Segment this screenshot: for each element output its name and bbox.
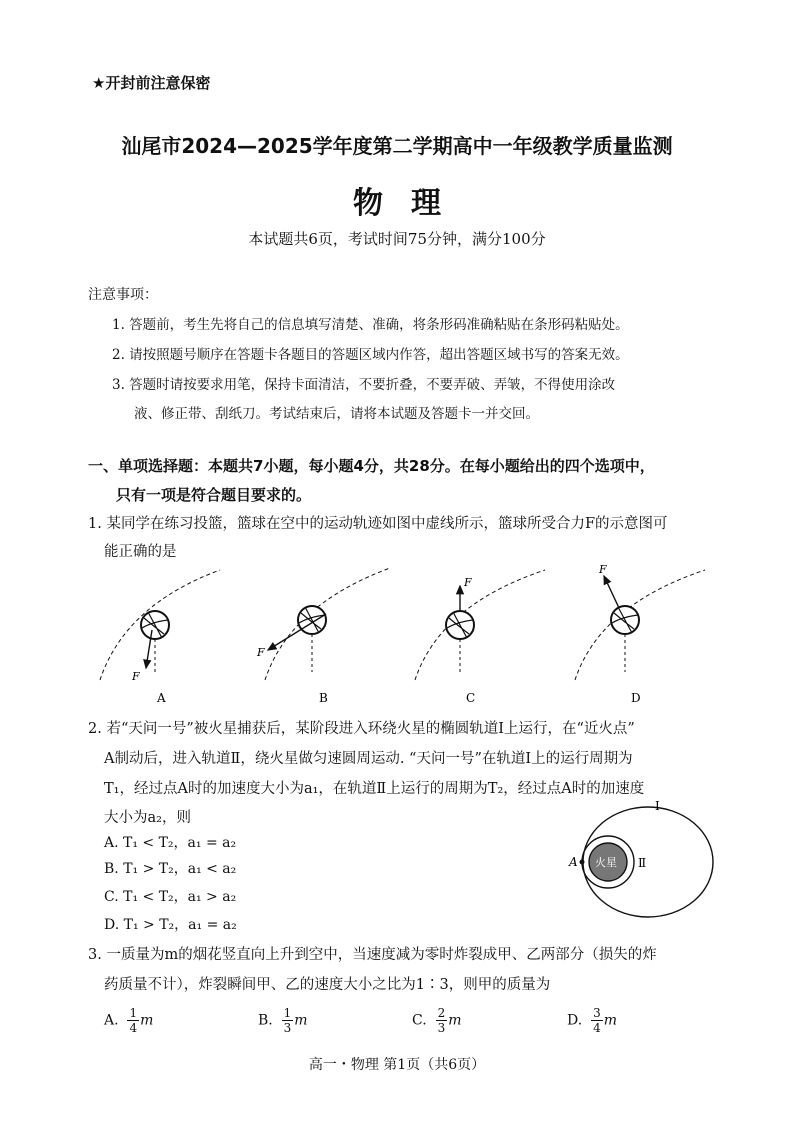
- q2-stem-cont-3: 大小为a₂，则: [104, 810, 191, 826]
- q1-a-force-label: F: [132, 670, 140, 683]
- q1-figure: [90, 560, 730, 710]
- subject-title: 物理: [353, 186, 469, 221]
- q3-option-a: A. $\frac{1}{4}$ m: [104, 1006, 154, 1035]
- q2-option-b: B. T₁ > T₂，a₁ < a₂: [104, 861, 237, 877]
- q2-stem-cont-2: T₁，经过点A时的加速度大小为a₁，在轨道Ⅱ上运行的周期为T₂，经过点A时的加速度: [104, 781, 645, 797]
- notice-heading: 注意事项：: [88, 287, 158, 303]
- q3-stem-cont: 药质量不计），炸裂瞬间甲、乙的速度大小之比为1∶3，则甲的质量为: [104, 977, 551, 993]
- q1-option-d-diagram: [575, 563, 705, 705]
- notice-item-3-cont: 液、修正带、刮纸刀。考试结束后，请将本试题及答题卡一并交回。: [134, 406, 539, 422]
- q3-option-c: C. $\frac{2}{3}$ m: [412, 1006, 462, 1035]
- q3-stem: 3. 一质量为m的烟花竖直向上升到空中，当速度减为零时炸裂成甲、乙两部分（损失的炸: [88, 947, 657, 963]
- orbit-2-label: Ⅱ: [638, 856, 647, 870]
- q1-option-c-diagram: [415, 570, 545, 705]
- q1-option-b-label: B: [319, 691, 328, 705]
- q2-option-c: C. T₁ < T₂，a₁ > a₂: [104, 889, 237, 905]
- exam-title: 汕尾市2024—2025学年度第二学期高中一年级教学质量监测: [121, 134, 673, 158]
- q3-option-b: B. $\frac{1}{3}$ m: [258, 1006, 308, 1035]
- q2-option-d: D. T₁ > T₂，a₁ = a₂: [104, 917, 237, 933]
- section-heading: 一、单项选择题：本题共7小题，每小题4分，共28分。在每小题给出的四个选项中，: [88, 457, 655, 475]
- q1-c-force-label: F: [464, 576, 472, 589]
- point-a-label: A: [569, 855, 578, 869]
- q2-orbit-figure: [560, 796, 720, 936]
- notice-item-2: 2. 请按照题号顺序在答题卡各题目的答题区域内作答，超出答题区域书写的答案无效。: [112, 347, 629, 363]
- notice-item-3: 3. 答题时请按要求用笔，保持卡面清洁，不要折叠，不要弄破、弄皱，不得使用涂改: [112, 377, 616, 393]
- orbit-1-label: Ⅰ: [655, 799, 660, 813]
- q2-stem: 2. 若“天问一号”被火星捕获后，某阶段进入环绕火星的椭圆轨道Ⅰ上运行，在“近火点”: [88, 721, 635, 737]
- q1-option-a-label: A: [157, 691, 166, 705]
- q1-option-a-diagram: [100, 570, 220, 705]
- q2-stem-cont-1: A制动后，进入轨道Ⅱ，绕火星做匀速圆周运动. “天问一号”在轨道Ⅰ上的运行周期为: [104, 751, 633, 767]
- q1-option-b-diagram: [256, 568, 390, 705]
- q1-option-c-label: C: [466, 691, 476, 705]
- page-footer: 高一・物理 第1页（共6页）: [308, 1057, 486, 1073]
- q3-option-d: D. $\frac{3}{4}$ m: [567, 1006, 618, 1035]
- point-a-dot: [580, 860, 585, 865]
- q2-option-a: A. T₁ < T₂，a₁ = a₂: [104, 835, 237, 851]
- exam-info: 本试题共6页，考试时间75分钟，满分100分: [248, 230, 546, 248]
- q1-option-d-label: D: [631, 691, 641, 705]
- mars-label: 火星: [595, 856, 617, 869]
- q1-stem: 1. 某同学在练习投篮，篮球在空中的运动轨迹如图中虚线所示，篮球所受合力F的示意图可: [88, 516, 668, 532]
- q1-stem-cont: 能正确的是: [104, 544, 177, 560]
- q1-b-force-label: F: [257, 646, 265, 659]
- notice-item-1: 1. 答题前，考生先将自己的信息填写清楚、准确，将条形码准确粘贴在条形码粘贴处。: [112, 317, 629, 333]
- q1-d-force-label: F: [599, 563, 607, 576]
- section-heading-cont: 只有一项是符合题目要求的。: [116, 486, 312, 504]
- confidential-notice: ★开封前注意保密: [92, 74, 211, 92]
